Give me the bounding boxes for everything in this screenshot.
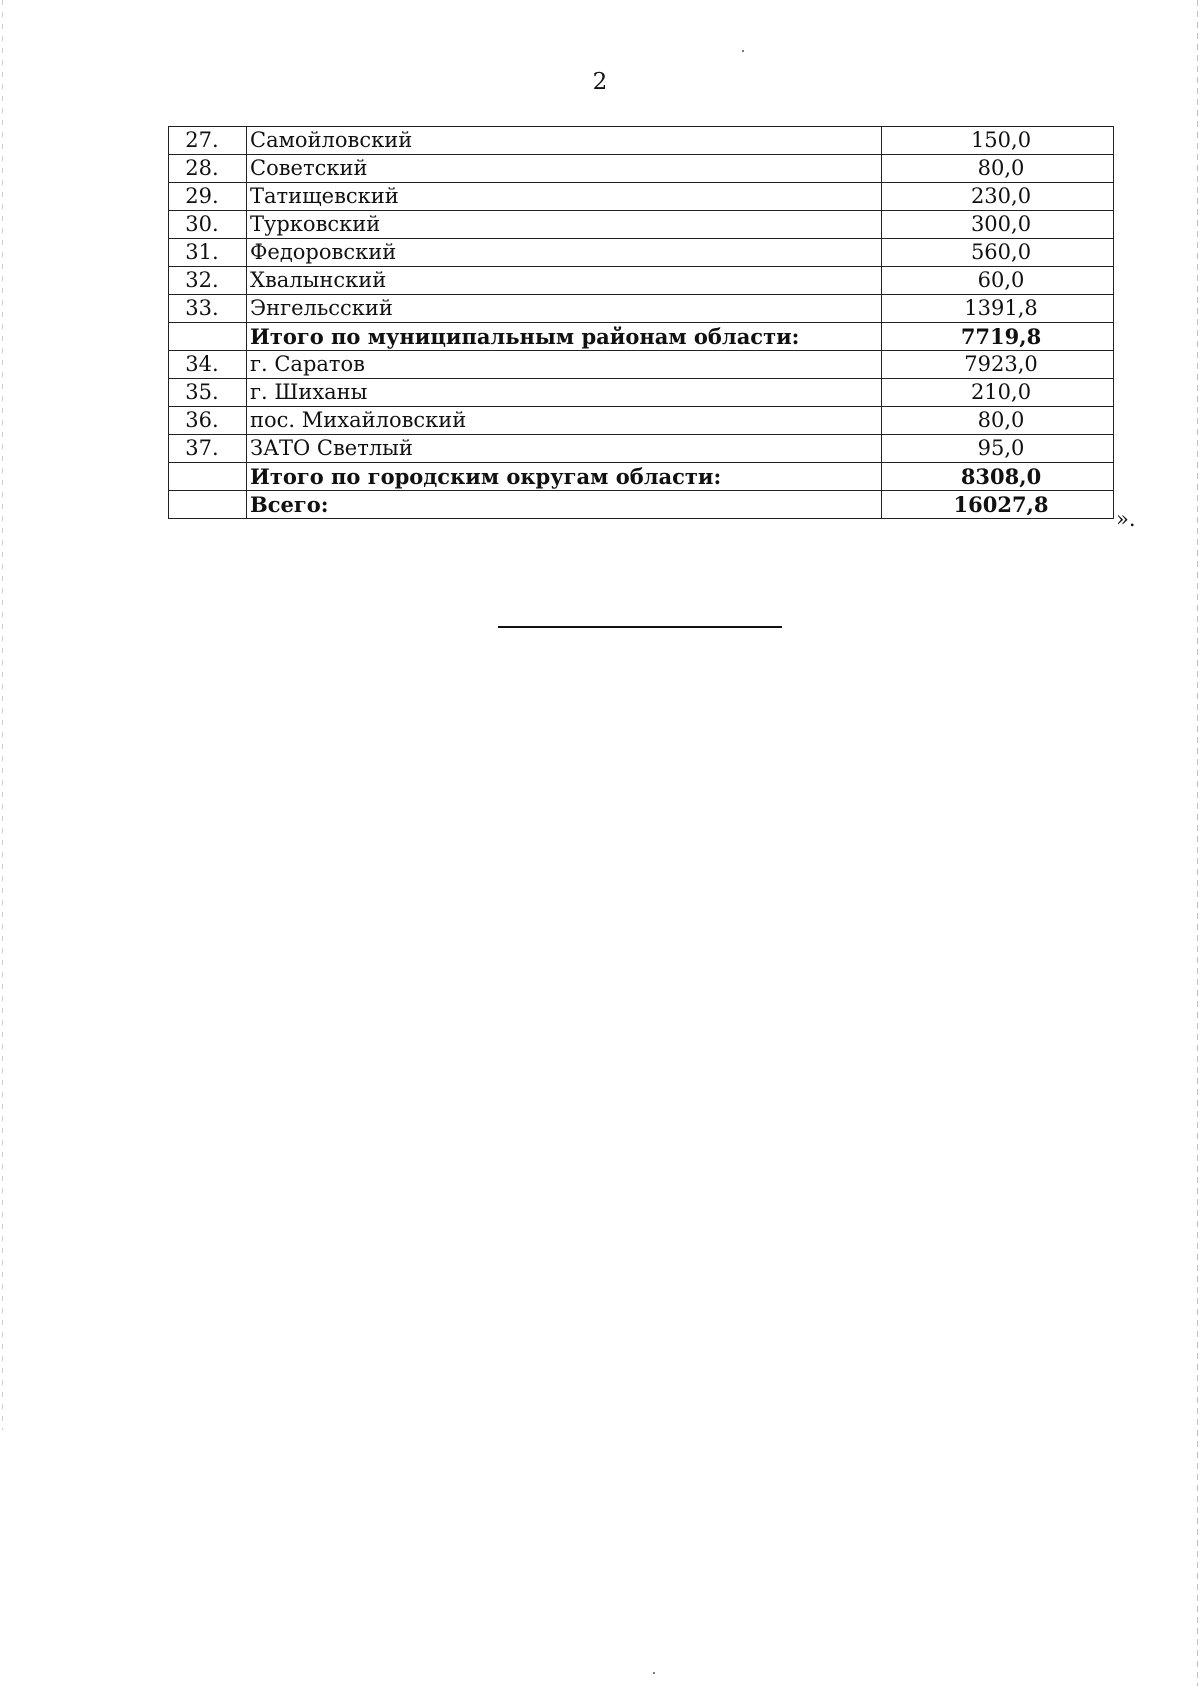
row-number: 28. xyxy=(169,155,247,183)
amount-value: 210,0 xyxy=(882,379,1114,407)
subtotal-row-municipal-districts xyxy=(169,323,1114,351)
amount-value: 1391,8 xyxy=(882,295,1114,323)
grand-total-label: Всего: xyxy=(247,491,882,519)
scan-speck xyxy=(653,1672,655,1674)
row-number xyxy=(169,491,247,519)
table-row xyxy=(169,407,1114,435)
amount-value: 560,0 xyxy=(882,239,1114,267)
table-row xyxy=(169,435,1114,463)
district-name: Энгельсский xyxy=(247,295,882,323)
amount-value: 60,0 xyxy=(882,267,1114,295)
row-number xyxy=(169,323,247,351)
subtotal-value: 8308,0 xyxy=(882,463,1114,491)
subtotal-row-city-districts xyxy=(169,463,1114,491)
row-number: 32. xyxy=(169,267,247,295)
district-name: пос. Михайловский xyxy=(247,407,882,435)
district-name: Турковский xyxy=(247,211,882,239)
grand-total-row xyxy=(169,491,1114,519)
scan-edge-right xyxy=(1197,0,1198,1686)
closing-quote: ». xyxy=(1116,507,1136,531)
district-name: ЗАТО Светлый xyxy=(247,435,882,463)
table-row xyxy=(169,379,1114,407)
subtotal-value: 7719,8 xyxy=(882,323,1114,351)
district-name: г. Шиханы xyxy=(247,379,882,407)
row-number: 36. xyxy=(169,407,247,435)
page-number: 2 xyxy=(592,69,608,95)
table-row xyxy=(169,351,1114,379)
row-number: 29. xyxy=(169,183,247,211)
amount-value: 230,0 xyxy=(882,183,1114,211)
district-name: Самойловский xyxy=(247,127,882,155)
district-name: Татищевский xyxy=(247,183,882,211)
amount-value: 7923,0 xyxy=(882,351,1114,379)
table-row xyxy=(169,127,1114,155)
table-row xyxy=(169,155,1114,183)
allocation-table xyxy=(168,126,1114,519)
grand-total-value: 16027,8 xyxy=(882,491,1114,519)
row-number: 35. xyxy=(169,379,247,407)
table-row xyxy=(169,239,1114,267)
amount-value: 300,0 xyxy=(882,211,1114,239)
amount-value: 95,0 xyxy=(882,435,1114,463)
district-name: г. Саратов xyxy=(247,351,882,379)
scan-edge-left xyxy=(2,0,3,1430)
row-number: 33. xyxy=(169,295,247,323)
table-row xyxy=(169,183,1114,211)
table-row xyxy=(169,267,1114,295)
row-number: 27. xyxy=(169,127,247,155)
table-row xyxy=(169,211,1114,239)
amount-value: 80,0 xyxy=(882,407,1114,435)
subtotal-label: Итого по муниципальным районам области: xyxy=(247,323,882,351)
row-number xyxy=(169,463,247,491)
row-number: 37. xyxy=(169,435,247,463)
amount-value: 150,0 xyxy=(882,127,1114,155)
district-name: Хвалынский xyxy=(247,267,882,295)
district-name: Советский xyxy=(247,155,882,183)
separator-line xyxy=(498,626,782,628)
subtotal-label: Итого по городским округам области: xyxy=(247,463,882,491)
amount-value: 80,0 xyxy=(882,155,1114,183)
district-name: Федоровский xyxy=(247,239,882,267)
table-row xyxy=(169,295,1114,323)
row-number: 34. xyxy=(169,351,247,379)
scan-speck xyxy=(742,50,744,52)
row-number: 31. xyxy=(169,239,247,267)
row-number: 30. xyxy=(169,211,247,239)
